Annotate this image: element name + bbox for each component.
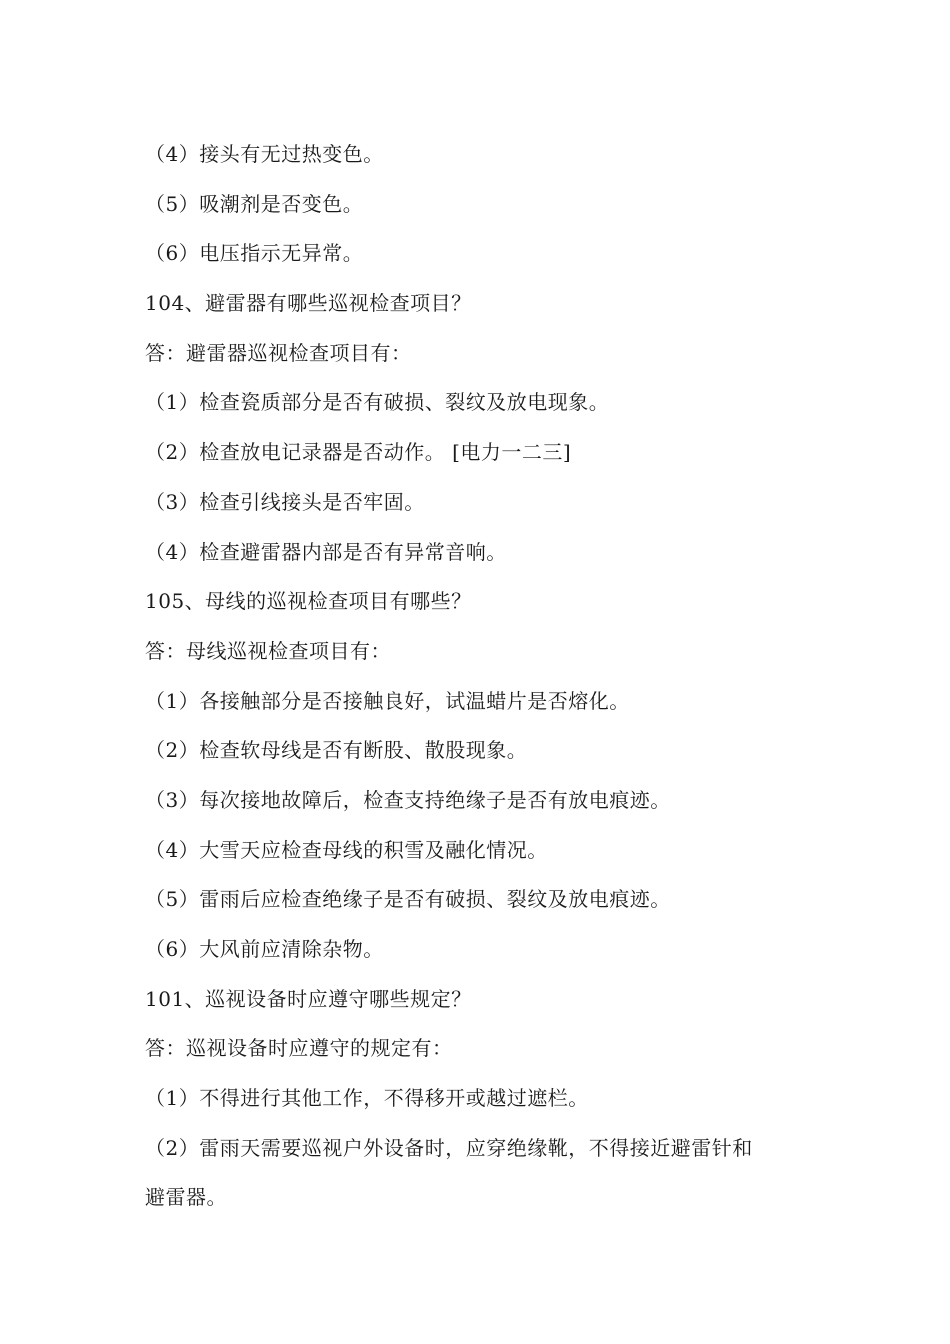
- answer-intro: 答：母线巡视检查项目有：: [145, 638, 391, 663]
- text-line: （6）大风前应清除杂物。: [145, 937, 384, 961]
- text-line: （5）吸潮剂是否变色。: [145, 191, 364, 216]
- text-line: （1）不得进行其他工作，不得移开或越过遮栏。: [145, 1086, 589, 1111]
- question-heading: 105、母线的巡视检查项目有哪些？: [145, 589, 472, 614]
- document-body: [145, 130, 825, 1223]
- text-line: （4）接头有无过热变色。: [145, 142, 384, 166]
- text-line: （6）电压指示无异常。: [145, 241, 364, 266]
- text-line: （3）每次接地故障后，检查支持绝缘子是否有放电痕迹。: [145, 787, 671, 812]
- text-line: （5）雷雨后应检查绝缘子是否有破损、裂纹及放电痕迹。: [145, 887, 671, 912]
- text-line: （1）各接触部分是否接触良好，试温蜡片是否熔化。: [145, 688, 630, 713]
- text-line: （4）大雪天应检查母线的积雪及融化情况。: [145, 837, 548, 862]
- answer-intro: 答：巡视设备时应遵守的规定有：: [145, 1036, 453, 1061]
- text-line: （2）雷雨天需要巡视户外设备时，应穿绝缘靴，不得接近避雷针和: [145, 1135, 753, 1160]
- text-line: （2）检查放电记录器是否动作。 [电力一二三]: [145, 440, 572, 465]
- text-line: （4）检查避雷器内部是否有异常音响。: [145, 539, 507, 564]
- question-heading: 101、巡视设备时应遵守哪些规定？: [145, 986, 472, 1011]
- text-line: （2）检查软母线是否有断股、散股现象。: [145, 738, 528, 763]
- text-line: （1）检查瓷质部分是否有破损、裂纹及放电现象。: [145, 390, 610, 415]
- question-heading: 104、避雷器有哪些巡视检查项目？: [145, 291, 472, 316]
- answer-intro: 答：避雷器巡视检查项目有：: [145, 340, 412, 365]
- text-line: （3）检查引线接头是否牢固。: [145, 489, 425, 514]
- text-line-continuation: 避雷器。: [145, 1185, 227, 1210]
